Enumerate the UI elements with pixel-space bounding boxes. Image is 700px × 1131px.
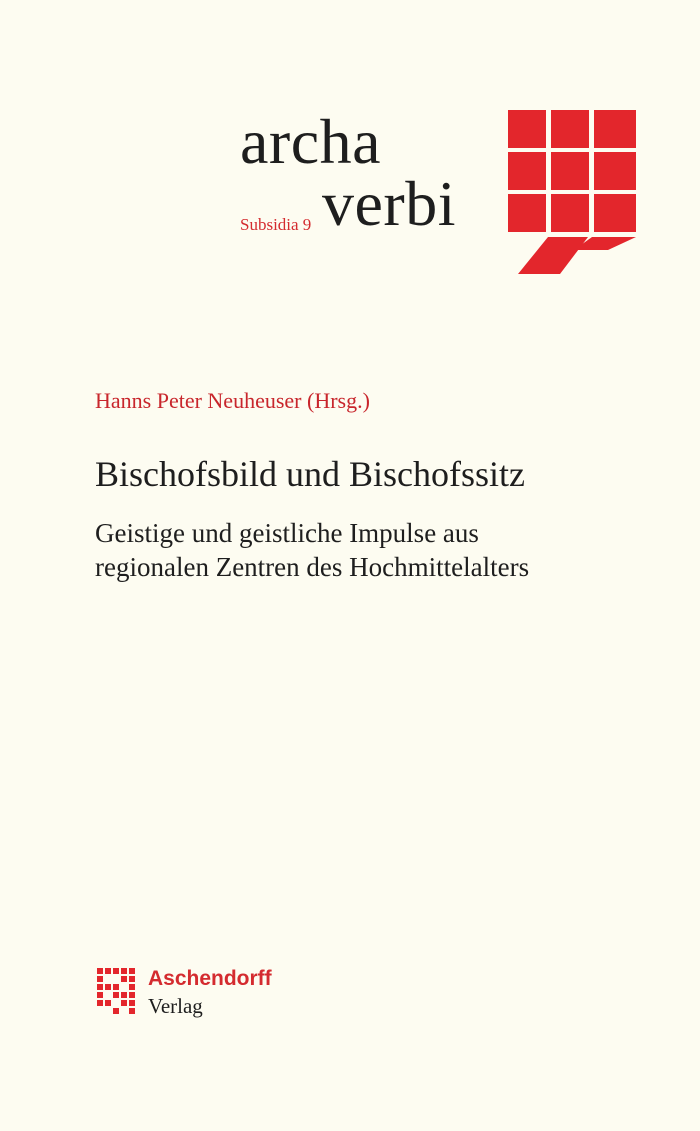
- series-title-archa: archa: [240, 106, 382, 177]
- book-title: Bischofsbild und Bischofssitz: [95, 454, 525, 494]
- editor-name: Hanns Peter Neuheuser (Hrsg.): [95, 388, 370, 413]
- publisher-name: Aschendorff: [148, 967, 272, 990]
- series-title-verbi: verbi: [322, 168, 456, 239]
- aschendorff-logo-icon: [95, 966, 137, 1018]
- publisher-subtitle: Verlag: [148, 994, 203, 1018]
- series-subtitle: Subsidia 9: [240, 215, 312, 234]
- book-subtitle: [95, 516, 529, 584]
- book-subtitle-line: regionalen Zentren des Hochmittelalters: [95, 552, 530, 582]
- book-subtitle-line: Geistige und geistliche Impulse aus: [95, 518, 479, 548]
- archa-verbi-logo-icon: [508, 110, 636, 274]
